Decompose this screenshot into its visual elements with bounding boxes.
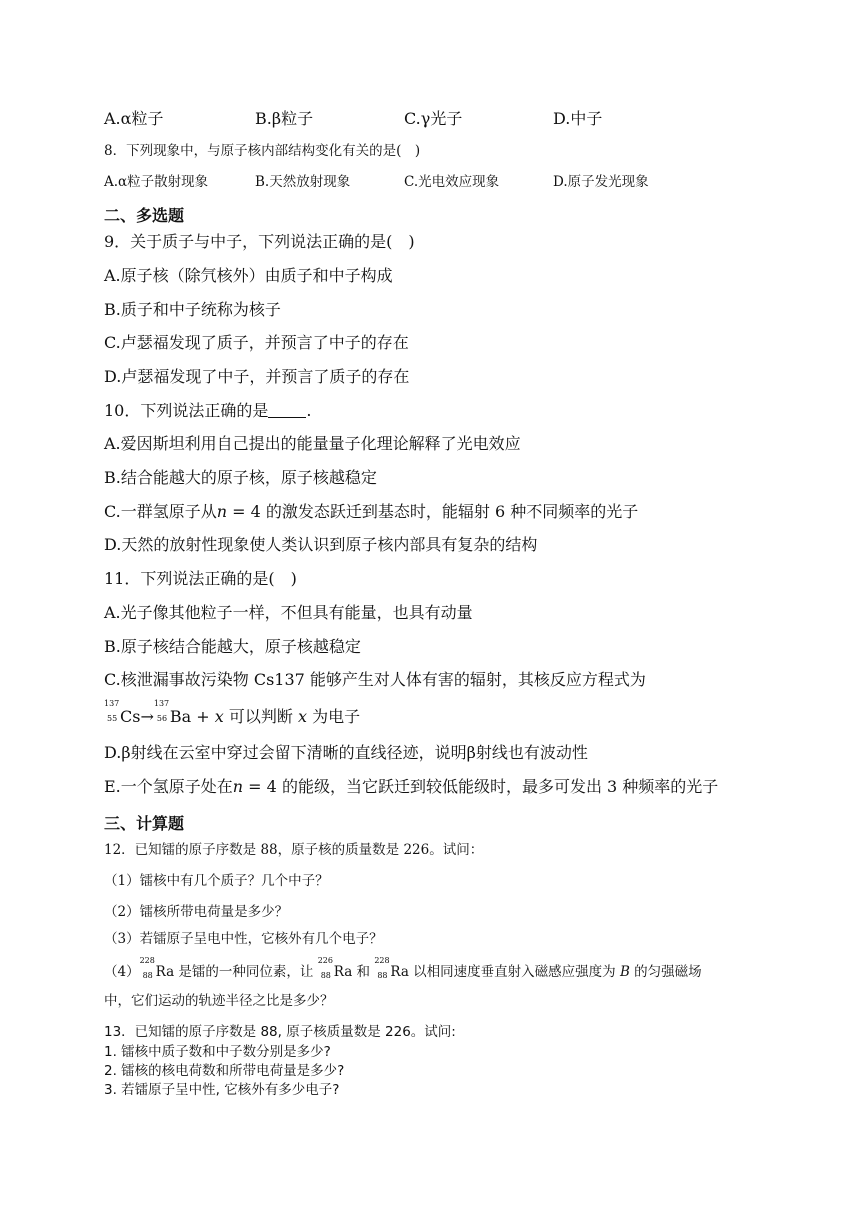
q10-option-c-text-b: = 4 的激发态跃迁到基态时，能辐射 6 种不同频率的光子 [227,502,639,521]
q12-part-3: （3）若镭原子呈电中性，它核外有几个电子？ [104,931,383,947]
q12-part-4-label: （4） [104,964,140,980]
q13-part-1: 1. 镭核中质子数和中子数分别是多少? [104,1044,331,1060]
ra228-mass-number: 228 [139,956,155,965]
cs-symbol: Cs [120,707,141,726]
magnetic-field-b: B [619,964,630,980]
q10-option-a: A.爱因斯坦利用自己提出的能量量子化理论解释了光电效应 [104,434,521,453]
q9-option-b: B.质子和中子统称为核子 [104,300,281,319]
q11-option-e-text-a: E.一个氢原子处在 [104,777,233,796]
q13-part-2: 2. 镭核的核电荷数和所带电荷量是多少? [104,1063,345,1079]
q11-option-e-var: n [232,777,244,796]
cs-mass-number: 137 [104,699,120,708]
equation-tail-a: 可以判断 [223,707,298,726]
ra228-symbol: Ra [155,964,175,980]
q10-option-b: B.结合能越大的原子核，原子核越稳定 [104,468,377,487]
q12-part-1: （1）镭核中有几个质子？几个中子？ [104,873,329,889]
q11-option-d: D.β射线在云室中穿过会留下清晰的直线径迹，说明β射线也有波动性 [104,743,588,762]
q10-stem-period: . [306,401,312,420]
q9-option-a: A.原子核（除氕核外）由质子和中子构成 [104,266,393,285]
q10-stem-text: 10．下列说法正确的是 [104,401,269,420]
q7-option-d: D.中子 [553,109,603,128]
ra226-symbol: Ra [333,964,353,980]
q7-option-a: A.α粒子 [104,109,164,128]
q10-stem [104,398,311,421]
ba-mass-number: 137 [153,699,170,708]
plus-sign: + [191,707,215,726]
q11-option-e [104,774,718,797]
reaction-arrow: → [140,707,154,726]
q11-stem: 11．下列说法正确的是( ) [104,569,297,588]
q12-part-2: （2）镭核所带电荷量是多少？ [104,904,289,920]
nuclide-ba137 [153,699,192,726]
nuclide-ra226 [317,956,353,980]
q8-option-c: C.光电效应现象 [404,174,500,190]
q12-part-4-text-c: 和 [352,964,375,980]
equation-tail-b: 为电子 [306,707,361,726]
q8-option-d: D.原子发光现象 [553,174,649,190]
nuclide-ra228-second [374,956,409,980]
section-heading-multi-choice: 二、多选题 [104,206,185,225]
nuclide-ra228 [139,956,175,980]
q10-option-c-var: n [216,502,228,521]
ra228-atomic-number: 88 [142,971,153,980]
ra226-mass-number: 226 [317,956,333,965]
ra226-atomic-number: 88 [320,971,331,980]
nuclear-equation [104,699,361,727]
q12-part-4 [104,956,702,980]
q13-part-3: 3. 若镭原子呈中性, 它核外有多少电子? [104,1082,340,1098]
q11-option-c: C.核泄漏事故污染物 Cs137 能够产生对人体有害的辐射，其核反应方程式为 [104,670,646,689]
q7-option-b: B.β粒子 [255,109,314,128]
equation-tail-x: x [297,707,307,726]
q11-option-e-text-b: = 4 的能级，当它跃迁到较低能级时，最多可发出 3 种频率的光子 [243,777,719,796]
q9-option-c: C.卢瑟福发现了质子，并预言了中子的存在 [104,333,409,352]
q13-stem: 13．已知镭的原子序数是 88, 原子核质量数是 226。试问: [104,1024,456,1040]
q8-stem: 8．下列现象中，与原子核内部结构变化有关的是( ) [104,143,421,159]
q9-option-d: D.卢瑟福发现了中子，并预言了质子的存在 [104,367,410,386]
section-heading-calculation: 三、计算题 [104,814,185,833]
ra228-second-symbol: Ra [390,964,409,980]
q7-option-c: C.γ光子 [404,109,463,128]
ra228-second-atomic-number: 88 [377,971,388,980]
q12-stem: 12．已知镭的原子序数是 88，原子核的质量数是 226。试问： [104,842,484,858]
q12-part-4-line-2: 中，它们运动的轨迹半径之比是多少？ [104,993,334,1009]
q10-option-d: D.天然的放射性现象使人类认识到原子核内部具有复杂的结构 [104,535,538,554]
q8-option-a: A.α粒子散射现象 [104,174,209,190]
q11-option-a: A.光子像其他粒子一样，不但具有能量，也具有动量 [104,603,473,622]
q10-option-c [104,499,638,522]
q12-part-4-text-d: 以相同速度垂直射入磁感应强度为 [408,964,620,980]
q12-part-4-text-e: 的匀强磁场 [629,964,702,980]
ba-symbol: Ba [169,707,192,726]
ba-atomic-number: 56 [156,714,168,723]
nuclide-cs137 [104,699,141,726]
q12-part-4-text-b: 是镭的一种同位素，让 [174,964,318,980]
q10-option-c-text-a: C.一群氢原子从 [104,502,217,521]
q8-option-b: B.天然放射现象 [255,174,351,190]
equation-x: x [214,707,224,726]
q11-option-b: B.原子核结合能越大，原子核越稳定 [104,637,361,656]
ra228-second-mass-number: 228 [374,956,390,965]
q9-stem: 9．关于质子与中子，下列说法正确的是( ) [104,232,415,251]
cs-atomic-number: 55 [107,714,118,723]
answer-blank [268,403,306,418]
